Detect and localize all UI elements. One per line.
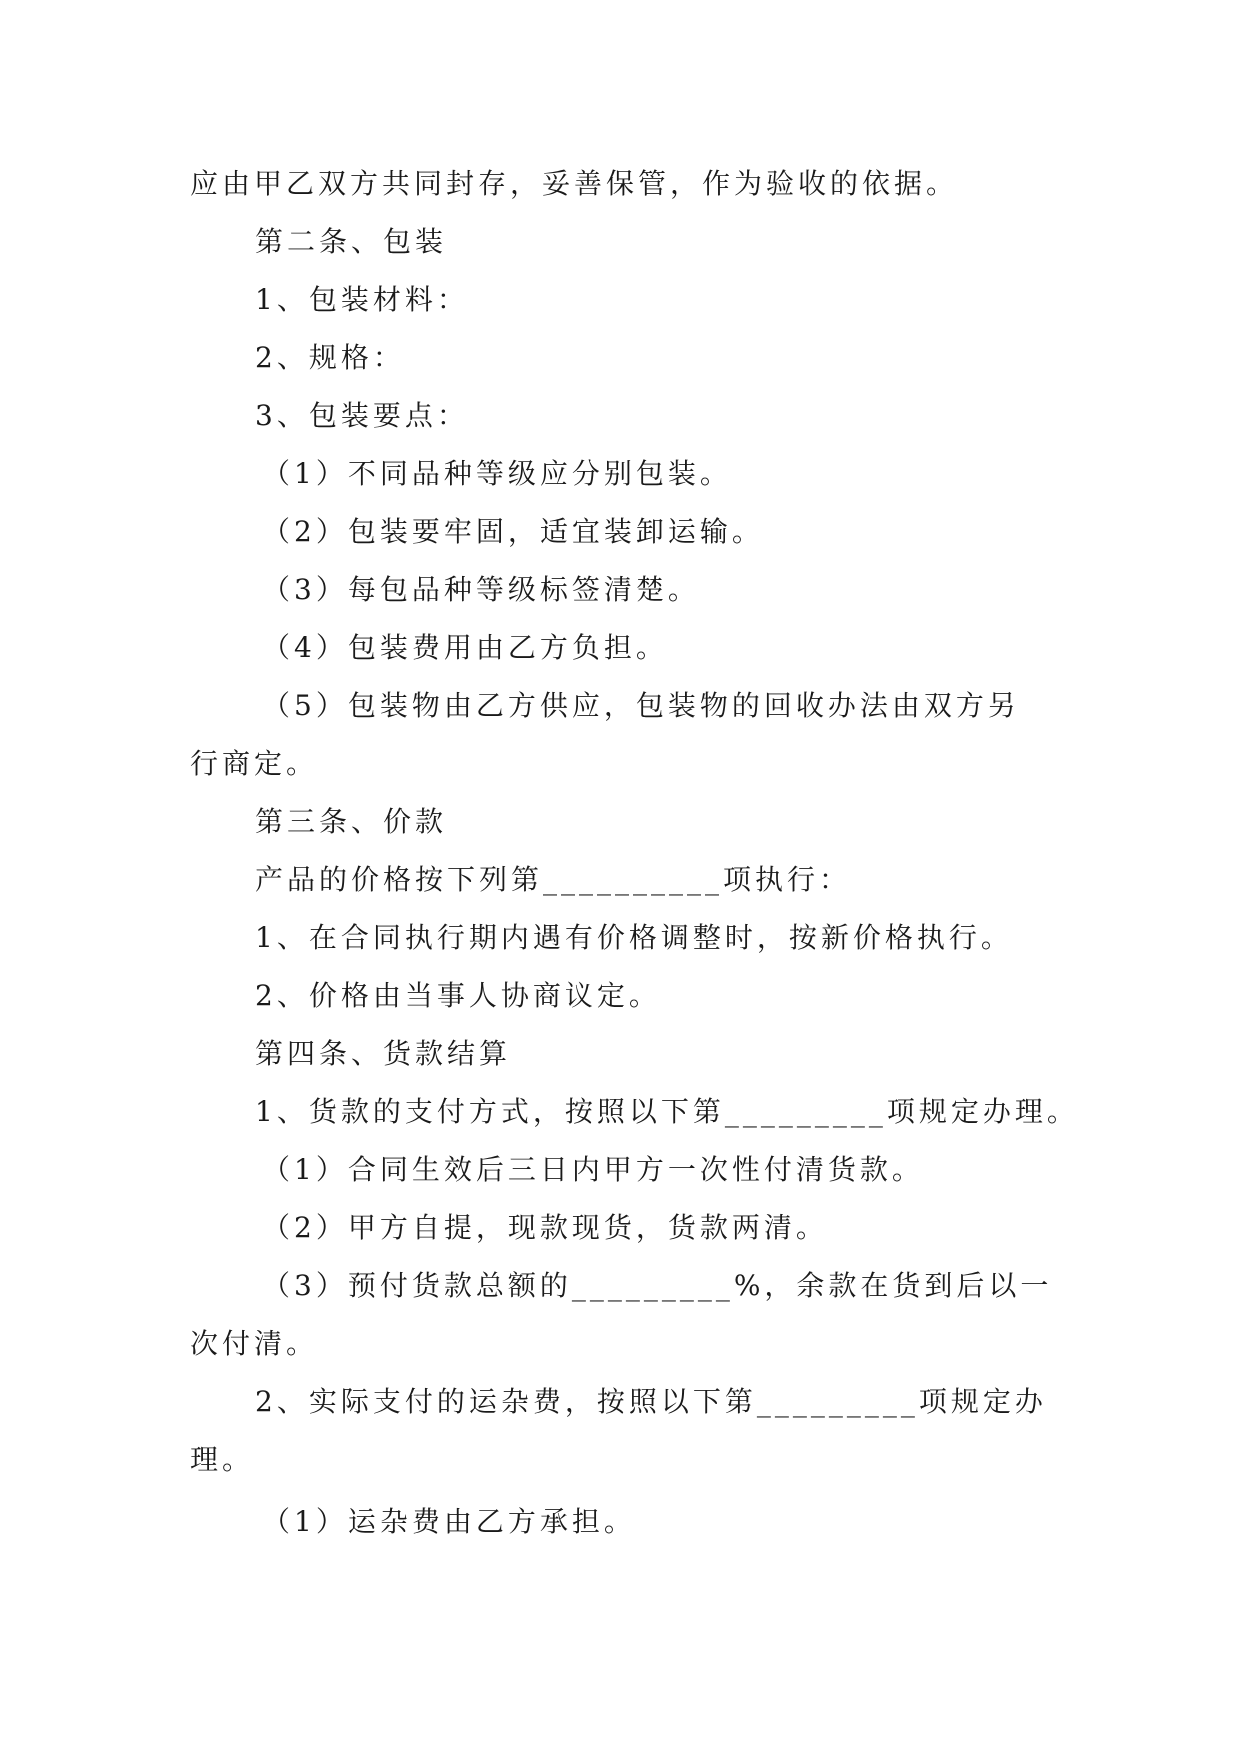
text-line: 1、在合同执行期内遇有价格调整时，按新价格执行。 [255, 921, 1013, 954]
text-line: （1）运杂费由乙方承担。 [262, 1505, 636, 1538]
text-line: 应由甲乙双方共同封存，妥善保管，作为验收的依据。 [190, 167, 959, 200]
text-line: 2、规格： [255, 341, 405, 374]
text-line: （3）每包品种等级标签清楚。 [262, 573, 700, 606]
text-line: （1）合同生效后三日内甲方一次性付清货款。 [262, 1153, 924, 1186]
text-line: （3）预付货款总额的_________%，余款在货到后以一 [262, 1269, 1053, 1302]
text-line: 3、包装要点： [255, 399, 469, 432]
text-line: （4）包装费用由乙方负担。 [262, 631, 668, 664]
section-heading: 第三条、价款 [255, 805, 448, 838]
section-heading: 第四条、货款结算 [255, 1037, 512, 1070]
text-line: 理。 [190, 1443, 255, 1476]
text-line: 2、价格由当事人协商议定。 [255, 979, 661, 1012]
text-line: （2）甲方自提，现款现货，货款两清。 [262, 1211, 828, 1244]
text-line: 2、实际支付的运杂费，按照以下第_________项规定办 [255, 1385, 1047, 1418]
text-line: 行商定。 [190, 747, 319, 780]
text-line: （1）不同品种等级应分别包装。 [262, 457, 732, 490]
text-line: 产品的价格按下列第__________项执行： [255, 863, 852, 896]
text-line: 次付清。 [190, 1327, 319, 1360]
text-line: （5）包装物由乙方供应，包装物的回收办法由双方另 [262, 689, 1020, 722]
text-line: 1、包装材料： [255, 283, 469, 316]
section-heading: 第二条、包装 [255, 225, 448, 258]
text-line: 1、货款的支付方式，按照以下第_________项规定办理。 [255, 1095, 1079, 1128]
text-line: （2）包装要牢固，适宜装卸运输。 [262, 515, 764, 548]
